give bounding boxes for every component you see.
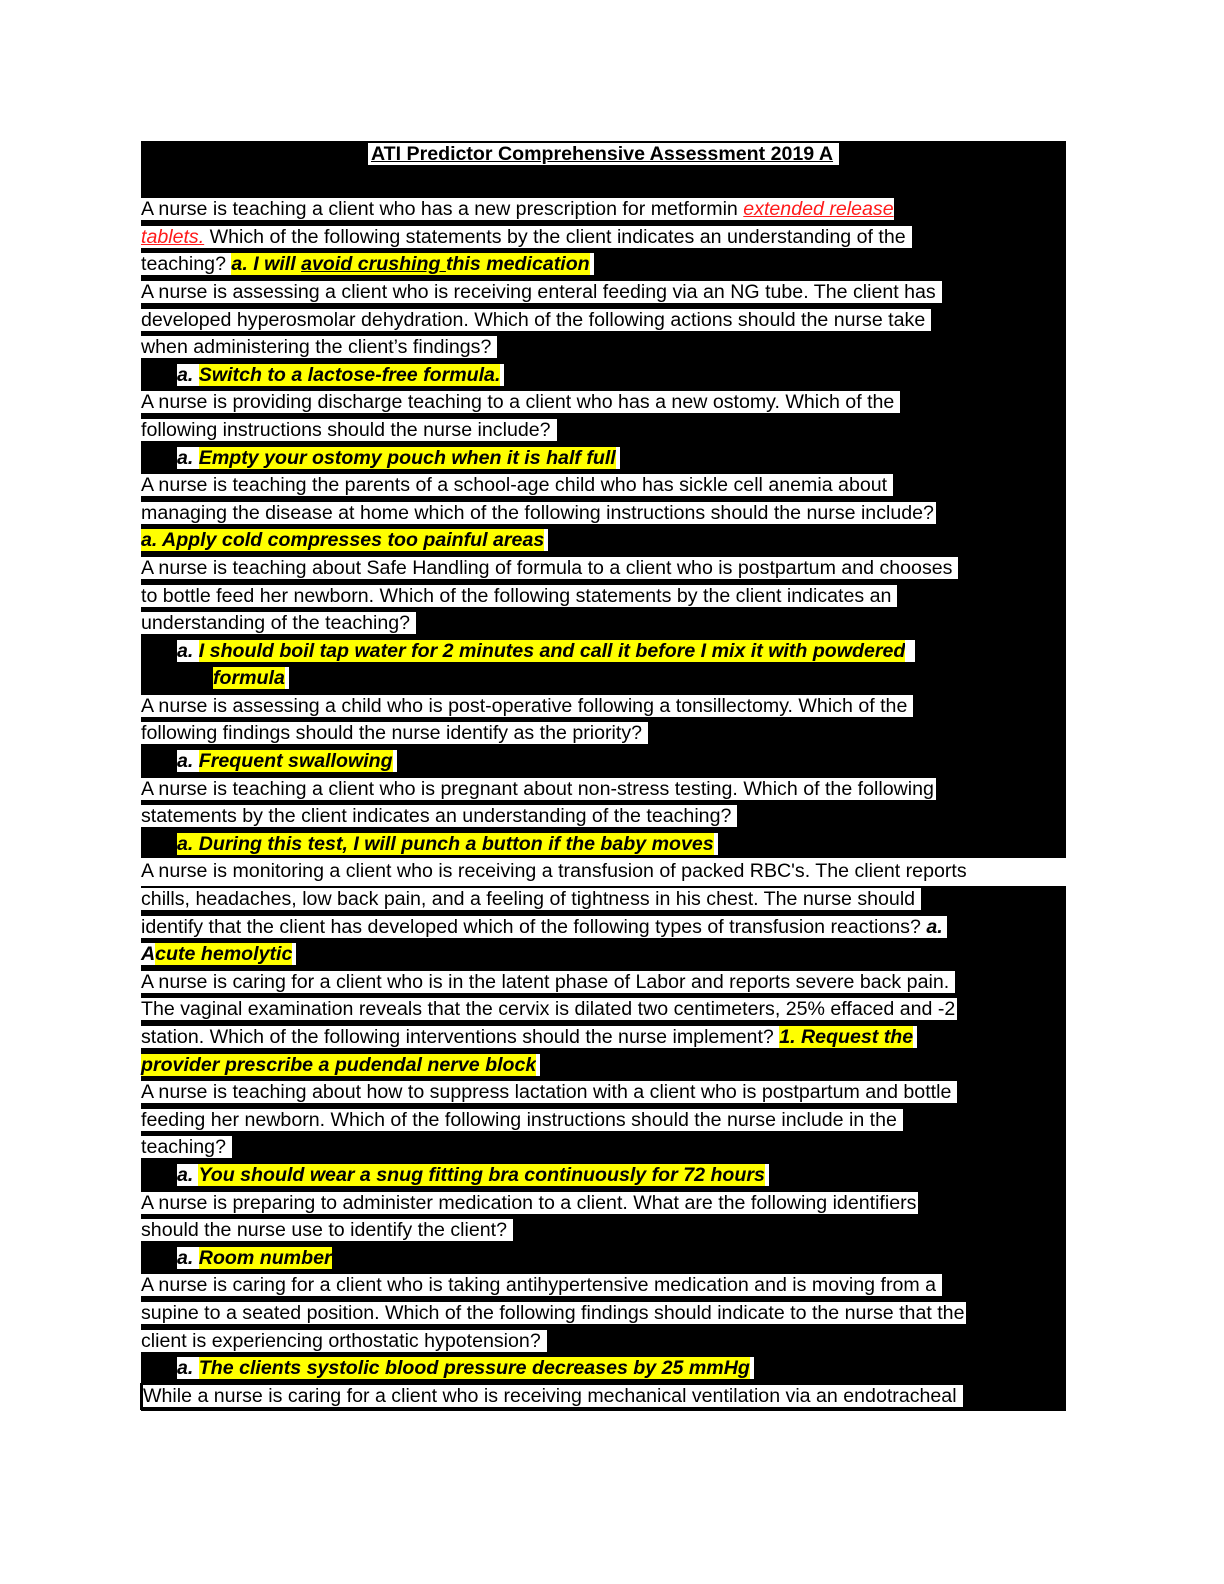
question-4-line-1: A nurse is teaching the parents of a school-age child who has sickle cell anemia about (141, 472, 1066, 500)
blank-line (141, 169, 1066, 197)
document-body (141, 141, 1066, 1410)
answer-highlight: I should boil tap water for 2 minutes and call it before I mix it with powdered (198, 639, 906, 662)
question-3-line-2: following instructions should the nurse include? (141, 417, 1066, 445)
answer-4 (141, 527, 1066, 555)
answer-7 (141, 831, 1066, 859)
question-7-line-2: statements by the client indicates an understanding of the teaching? (141, 803, 1066, 831)
question-10-line-2: feeding her newborn. Which of the following instructions should the nurse include in the (141, 1107, 1066, 1135)
question-9-line-1: A nurse is caring for a client who is in the latent phase of Labor and reports severe back pain. (141, 969, 1066, 997)
question-11-line-2: should the nurse use to identify the client? (141, 1217, 1066, 1245)
answer-12: a. The clients systolic blood pressure decreases by 25 mmHg (141, 1355, 1066, 1383)
answer-2: a. Switch to a lactose-free formula. (141, 362, 1066, 390)
question-1-line-1: A nurse is teaching a client who has a new prescription for metformin extended release (141, 198, 894, 221)
question-6-line-1: A nurse is assessing a child who is post-operative following a tonsillectomy. Which of the (141, 693, 1066, 721)
answer-9-line-2 (141, 1052, 1066, 1080)
question-8-line-3: identify that the client has developed which of the following types of transfusion reactions? a. (141, 914, 1066, 942)
answer-highlight: a. Apply cold compresses too painful areas (141, 529, 545, 552)
question-13-line-1: While a nurse is caring for a client who is receiving mechanical ventilation via an endotracheal (140, 1383, 1066, 1411)
answer-highlight: Room number (198, 1246, 332, 1269)
question-12-line-2: supine to a seated position. Which of the following findings should indicate to the nurse that the (141, 1301, 965, 1324)
question-12-line-3: client is experiencing orthostatic hypotension? (141, 1328, 1066, 1356)
question-8-line-2: chills, headaches, low back pain, and a feeling of tightness in his chest. The nurse should (141, 886, 1066, 914)
answer-highlight: a. During this test, I will punch a button if the baby moves (177, 832, 714, 855)
emphasis-text: extended release (743, 198, 894, 221)
answer-highlight: a. I will avoid crushing this medication (231, 253, 590, 276)
question-1-line-2: tablets. Which of the following statements by the client indicates an understanding of the (141, 224, 1066, 252)
answer-highlight: Empty your ostomy pouch when it is half full (198, 446, 616, 469)
question-10-line-3: teaching? (141, 1134, 1066, 1162)
question-8-line-1: A nurse is monitoring a client who is receiving a transfusion of packed RBC's. The client reports (141, 858, 1066, 886)
answer-highlight: Frequent swallowing (198, 750, 393, 773)
answer-3: a. Empty your ostomy pouch when it is half full (141, 445, 1066, 473)
answer-highlight: The clients systolic blood pressure decreases by 25 mmHg (198, 1357, 750, 1380)
question-1-line-3: teaching? a. I will avoid crushing this medication (141, 251, 1066, 279)
question-5-line-2: to bottle feed her newborn. Which of the following statements by the client indicates an (141, 583, 1066, 611)
question-9-line-3: station. Which of the following interventions should the nurse implement? 1. Request the (141, 1024, 1066, 1052)
answer-highlight: 1. Request the (779, 1026, 914, 1048)
question-5-line-1: A nurse is teaching about Safe Handling of formula to a client who is postpartum and chooses (141, 555, 1066, 583)
answer-6: a. Frequent swallowing (141, 748, 1066, 776)
answer-highlight: provider prescribe a pudendal nerve block (141, 1053, 537, 1076)
question-4-line-2: managing the disease at home which of the following instructions should the nurse include? (141, 501, 934, 524)
question-12-line-1: A nurse is caring for a client who is taking antihypertensive medication and is moving from a (141, 1272, 1066, 1300)
answer-highlight: formula (213, 667, 285, 690)
question-3-line-1: A nurse is providing discharge teaching to a client who has a new ostomy. Which of the (141, 389, 1066, 417)
question-2-line-2: developed hyperosmolar dehydration. Which of the following actions should the nurse take (141, 307, 1066, 335)
emphasis-text: tablets. (141, 225, 205, 248)
answer-5-line-1: a. I should boil tap water for 2 minutes and call it before I mix it with powdered (141, 638, 1066, 666)
answer-5-line-2 (141, 665, 1066, 693)
answer-highlight: Switch to a lactose-free formula. (198, 363, 501, 386)
question-6-line-2: following findings should the nurse identify as the priority? (141, 720, 1066, 748)
answer-11: a. Room number (177, 1246, 332, 1269)
answer-highlight: You should wear a snug fitting bra continuously for 72 hours (198, 1163, 765, 1186)
question-10-line-1: A nurse is teaching about how to suppress lactation with a client who is postpartum and bottle (141, 1079, 1066, 1107)
question-11-line-1: A nurse is preparing to administer medication to a client. What are the following identifiers (141, 1191, 917, 1214)
page-title: ATI Predictor Comprehensive Assessment 2019 A (141, 141, 1066, 169)
question-7-line-1: A nurse is teaching a client who is pregnant about non-stress testing. Which of the following (141, 777, 934, 800)
answer-10: a. You should wear a snug fitting bra continuously for 72 hours (141, 1162, 1066, 1190)
question-9-line-2: The vaginal examination reveals that the cervix is dilated two centimeters, 25% effaced and -2 (141, 998, 956, 1021)
answer-highlight: cute hemolytic (155, 943, 293, 966)
answer-8: Acute hemolytic (141, 941, 1066, 969)
question-2-line-3: when administering the client’s findings? (141, 334, 1066, 362)
question-2-line-1: A nurse is assessing a client who is receiving enteral feeding via an NG tube. The client has (141, 279, 1066, 307)
question-5-line-3: understanding of the teaching? (141, 610, 1066, 638)
